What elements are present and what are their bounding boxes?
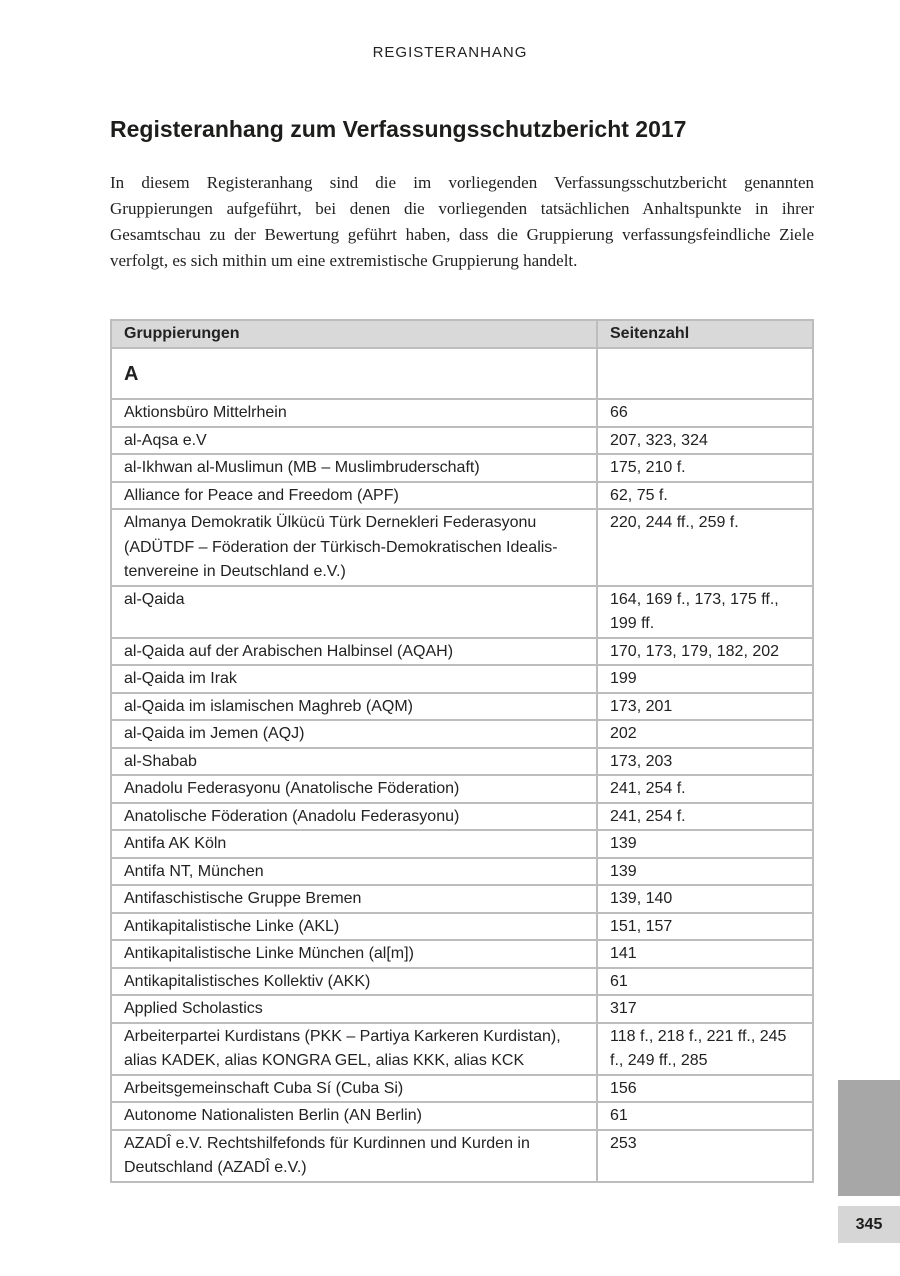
- page-numbers-cell: 175, 210 f.: [597, 454, 813, 482]
- table-row: [111, 454, 813, 482]
- table-row: [111, 913, 813, 941]
- table-row: [111, 995, 813, 1023]
- page-numbers-cell: 241, 254 f.: [597, 803, 813, 831]
- group-name-cell: Anadolu Federasyonu (Anatolische Föderation): [111, 775, 597, 803]
- group-name-cell: Antikapitalistische Linke München (al[m]): [111, 940, 597, 968]
- table-row: [111, 940, 813, 968]
- group-name-cell: Antikapitalistische Linke (AKL): [111, 913, 597, 941]
- page-numbers-cell: 151, 157: [597, 913, 813, 941]
- table-header-row: [111, 320, 813, 348]
- intro-paragraph: In diesem Registeranhang sind die im vorliegenden Verfassungsschutzbericht genannten Gruppierungen aufgeführt, bei denen die vorliegenden tatsächlichen Anhaltspunkte in ihrer Gesamtschau zu der Bewertung geführt haben, dass die Gruppierung verfassungsfeindliche Ziele verfolgt, es sich mithin um eine extremistische Gruppierung handelt.: [110, 173, 814, 270]
- group-name-cell: al-Qaida im Irak: [111, 665, 597, 693]
- table-row: [111, 803, 813, 831]
- group-name-cell: Arbeitsgemeinschaft Cuba Sí (Cuba Si): [111, 1075, 597, 1103]
- group-name-cell: Aktionsbüro Mittelrhein: [111, 399, 597, 427]
- page-numbers-cell: 199: [597, 665, 813, 693]
- group-name-cell: al-Ikhwan al-Muslimun (MB – Muslimbruderschaft): [111, 454, 597, 482]
- page-numbers-cell: 139: [597, 858, 813, 886]
- page-numbers-cell: 156: [597, 1075, 813, 1103]
- page-numbers-cell: 220, 244 ff., 259 f.: [597, 509, 813, 586]
- group-name-cell: al-Qaida im islamischen Maghreb (AQM): [111, 693, 597, 721]
- group-name-cell: Antifa NT, München: [111, 858, 597, 886]
- page-numbers-cell: 173, 203: [597, 748, 813, 776]
- chapter-tab: [838, 1080, 900, 1196]
- group-name-cell: Applied Scholastics: [111, 995, 597, 1023]
- page-numbers-cell: 61: [597, 1102, 813, 1130]
- page-numbers-cell: 118 f., 218 f., 221 ff., 245 f., 249 ff., 285: [597, 1023, 813, 1075]
- page-numbers-cell: 141: [597, 940, 813, 968]
- table-row: [111, 720, 813, 748]
- page-numbers-cell: 253: [597, 1130, 813, 1182]
- table-row: [111, 509, 813, 586]
- page-numbers-cell: 170, 173, 179, 182, 202: [597, 638, 813, 666]
- table-row: [111, 748, 813, 776]
- header-groups: Gruppierungen: [111, 320, 597, 348]
- group-name-cell: Alliance for Peace and Freedom (APF): [111, 482, 597, 510]
- group-name-cell: al-Aqsa e.V: [111, 427, 597, 455]
- table-row: [111, 399, 813, 427]
- group-name-cell: al-Shabab: [111, 748, 597, 776]
- page-numbers-cell: 66: [597, 399, 813, 427]
- page-numbers-cell: 202: [597, 720, 813, 748]
- page-numbers-cell: 241, 254 f.: [597, 775, 813, 803]
- group-name-cell: Antikapitalistisches Kollektiv (AKK): [111, 968, 597, 996]
- table-row: [111, 586, 813, 638]
- page-numbers-cell: 61: [597, 968, 813, 996]
- table-row: [111, 775, 813, 803]
- page-number: 345: [838, 1206, 900, 1243]
- group-name-cell: Arbeiterpartei Kurdistans (PKK – Partiya Karkeren Kurdistan), alias KADEK, alias KONGRA GEL, alias KKK, alias KCK: [111, 1023, 597, 1075]
- group-name-cell: Antifa AK Köln: [111, 830, 597, 858]
- page-numbers-cell: 139: [597, 830, 813, 858]
- section-letter-empty-cell: [597, 348, 813, 399]
- table-row: [111, 693, 813, 721]
- table-row: [111, 482, 813, 510]
- page-numbers-cell: 173, 201: [597, 693, 813, 721]
- table-row: [111, 885, 813, 913]
- group-name-cell: Autonome Nationalisten Berlin (AN Berlin): [111, 1102, 597, 1130]
- group-name-cell: AZADÎ e.V. Rechtshilfefonds für Kurdinnen und Kurden in Deutschland (AZADÎ e.V.): [111, 1130, 597, 1182]
- table-row: [111, 858, 813, 886]
- table-row: [111, 1130, 813, 1182]
- table-row: [111, 1075, 813, 1103]
- group-name-cell: al-Qaida auf der Arabischen Halbinsel (AQAH): [111, 638, 597, 666]
- group-name-cell: Antifaschistische Gruppe Bremen: [111, 885, 597, 913]
- table-row: [111, 427, 813, 455]
- register-body: [111, 348, 813, 1182]
- table-row: [111, 638, 813, 666]
- page-numbers-cell: 139, 140: [597, 885, 813, 913]
- section-letter: A: [111, 348, 597, 399]
- page-numbers-cell: 207, 323, 324: [597, 427, 813, 455]
- group-name-cell: Anatolische Föderation (Anadolu Federasyonu): [111, 803, 597, 831]
- section-letter-row: [111, 348, 813, 399]
- page-numbers-cell: 317: [597, 995, 813, 1023]
- group-name-cell: al-Qaida im Jemen (AQJ): [111, 720, 597, 748]
- table-row: [111, 1102, 813, 1130]
- running-header: REGISTERANHANG: [372, 44, 528, 61]
- page-numbers-cell: 62, 75 f.: [597, 482, 813, 510]
- group-name-cell: al-Qaida: [111, 586, 597, 638]
- table-row: [111, 665, 813, 693]
- header-pages: Seitenzahl: [597, 320, 813, 348]
- register-table: [110, 319, 814, 1183]
- table-row: [111, 1023, 813, 1075]
- page-title: Registeranhang zum Verfassungsschutzbericht 2017: [110, 116, 687, 142]
- page-numbers-cell: 164, 169 f., 173, 175 ff., 199 ff.: [597, 586, 813, 638]
- table-row: [111, 968, 813, 996]
- group-name-cell: Almanya Demokratik Ülkücü Türk Dernekleri Federasyonu (ADÜTDF – Föderation der Türkisch-Demokratischen Idealistenvereine in Deutschland e.V.): [111, 509, 597, 586]
- table-row: [111, 830, 813, 858]
